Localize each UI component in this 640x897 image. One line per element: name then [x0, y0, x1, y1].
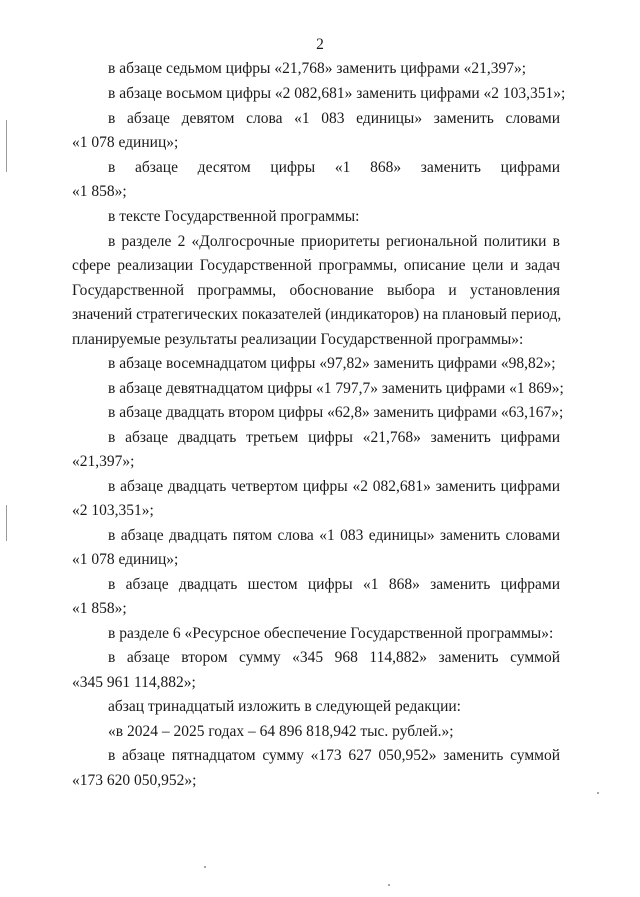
text-line: в абзаце девятом слова «1 083 единицы» заменить словами [108, 110, 560, 127]
text-line: «1 858»; [72, 600, 127, 617]
text-line: «173 620 050,952»; [72, 772, 197, 789]
text-line: в абзаце двадцать шестом цифры «1 868» заменить цифрами [108, 576, 560, 593]
text-line: «21,397»; [72, 453, 135, 470]
text-line: «1 858»; [72, 183, 127, 200]
text-line: в абзаце девятнадцатом цифры «1 797,7» заменить цифрами «1 869»; [108, 380, 564, 397]
page-number: 2 [316, 36, 324, 53]
text-line: планируемые результаты реализации Государственной программы»: [72, 331, 524, 348]
text-line: в абзаце двадцать третьем цифры «21,768» заменить цифрами [108, 429, 560, 446]
text-line: в абзаце пятнадцатом сумму «173 627 050,952» заменить суммой [108, 747, 560, 764]
text-line: «в 2024 – 2025 годах – 64 896 818,942 тыс. рублей.»; [108, 723, 454, 740]
text-line: абзац тринадцатый изложить в следующей редакции: [108, 698, 461, 715]
text-line: в разделе 2 «Долгосрочные приоритеты региональной политики в [108, 233, 560, 250]
text-line: в абзаце восьмом цифры «2 082,681» заменить цифрами «2 103,351»; [108, 85, 566, 102]
text-line: в абзаце десятом цифры «1 868» заменить цифрами [108, 159, 560, 176]
text-line: Государственной программы, обоснование выбора и установления [72, 282, 560, 299]
text-line: сфере реализации Государственной программы, описание цели и задач [72, 257, 560, 274]
text-line: в абзаце восемнадцатом цифры «97,82» заменить цифрами «98,82»; [108, 355, 556, 372]
text-line: «345 961 114,882»; [72, 674, 196, 691]
scan-speck [204, 866, 206, 868]
scan-edge-mark [6, 120, 7, 172]
text-line: значений стратегических показателей (индикаторов) на плановый период, [72, 306, 562, 323]
text-line: в абзаце двадцать пятом слова «1 083 единицы» заменить словами [108, 527, 560, 544]
text-line: в абзаце двадцать четвертом цифры «2 082,681» заменить цифрами [108, 478, 560, 495]
text-line: «2 103,351»; [72, 502, 154, 519]
scan-speck [597, 792, 599, 794]
text-line: в тексте Государственной программы: [108, 208, 360, 225]
text-line: в абзаце двадцать втором цифры «62,8» заменить цифрами «63,167»; [108, 404, 564, 421]
scan-speck [388, 884, 390, 886]
text-line: в абзаце седьмом цифры «21,768» заменить цифрами «21,397»; [108, 60, 527, 77]
text-line: в абзаце втором сумму «345 968 114,882» заменить суммой [108, 649, 560, 666]
scan-edge-mark [6, 505, 7, 541]
text-line: в разделе 6 «Ресурсное обеспечение Государственной программы»: [108, 625, 554, 642]
text-line: «1 078 единиц»; [72, 134, 179, 151]
text-line: «1 078 единиц»; [72, 551, 179, 568]
